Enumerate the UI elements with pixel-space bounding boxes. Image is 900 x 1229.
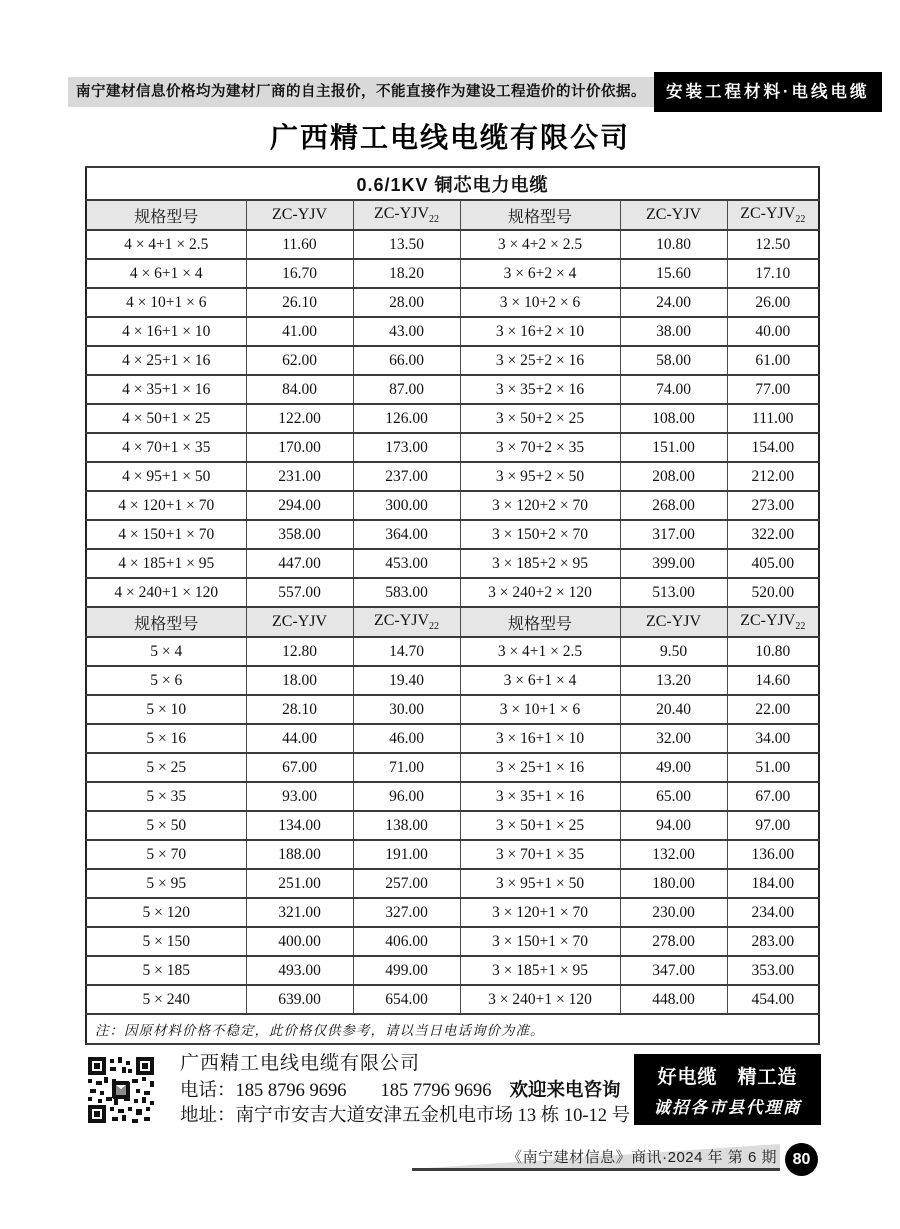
price-cell: 294.00: [246, 491, 353, 520]
spec-cell: 5 × 70: [86, 840, 246, 869]
table-title: 0.6/1KV 铜芯电力电缆: [86, 167, 819, 200]
table-row: [86, 288, 819, 317]
price-cell: 513.00: [620, 578, 727, 607]
price-cell: 154.00: [727, 433, 819, 462]
table-row: [86, 927, 819, 956]
price-cell: 237.00: [353, 462, 460, 491]
price-cell: 65.00: [620, 782, 727, 811]
price-cell: 49.00: [620, 753, 727, 782]
price-cell: 122.00: [246, 404, 353, 433]
column-header: ZC-YJV: [620, 607, 727, 637]
table-header-row: [86, 200, 819, 230]
price-cell: 18.20: [353, 259, 460, 288]
column-header: ZC-YJV: [620, 200, 727, 230]
price-cell: 46.00: [353, 724, 460, 753]
page-number-badge: 80: [785, 1143, 818, 1176]
spec-cell: 5 × 240: [86, 985, 246, 1014]
table-row: [86, 898, 819, 927]
price-cell: 94.00: [620, 811, 727, 840]
spec-cell: 3 × 35+1 × 16: [460, 782, 620, 811]
price-cell: 453.00: [353, 549, 460, 578]
price-disclaimer-banner: 南宁建材信息价格均为建材厂商的自主报价，不能直接作为建设工程造价的计价依据。: [68, 77, 654, 107]
price-cell: 300.00: [353, 491, 460, 520]
price-cell: 283.00: [727, 927, 819, 956]
price-cell: 22.00: [727, 695, 819, 724]
spec-cell: 4 × 10+1 × 6: [86, 288, 246, 317]
spec-cell: 3 × 25+1 × 16: [460, 753, 620, 782]
column-header: 规格型号: [86, 607, 246, 637]
phone-cta: 欢迎来电咨询: [509, 1078, 621, 1100]
price-cell: 208.00: [620, 462, 727, 491]
table-row: [86, 753, 819, 782]
journal-issue-label: 《南宁建材信息》商讯·2024 年 第 6 期: [507, 1149, 777, 1166]
table-row: [86, 811, 819, 840]
price-cell: 448.00: [620, 985, 727, 1014]
price-cell: 234.00: [727, 898, 819, 927]
price-table: [85, 166, 820, 1045]
contact-phone-line: [180, 1077, 640, 1105]
price-cell: 557.00: [246, 578, 353, 607]
price-cell: 26.00: [727, 288, 819, 317]
spec-cell: 5 × 16: [86, 724, 246, 753]
price-cell: 34.00: [727, 724, 819, 753]
price-cell: 132.00: [620, 840, 727, 869]
price-cell: 184.00: [727, 869, 819, 898]
spec-cell: 5 × 6: [86, 666, 246, 695]
footer-rule: [412, 1168, 780, 1171]
price-cell: 13.50: [353, 230, 460, 259]
spec-cell: 3 × 50+2 × 25: [460, 404, 620, 433]
price-cell: 454.00: [727, 985, 819, 1014]
spec-cell: 5 × 35: [86, 782, 246, 811]
contact-block: [180, 1051, 640, 1130]
column-header: $ZC-YJV_{22}$: [727, 200, 819, 230]
spec-cell: 4 × 16+1 × 10: [86, 317, 246, 346]
table-row: [86, 637, 819, 666]
spec-cell: 4 × 240+1 × 120: [86, 578, 246, 607]
spec-cell: 4 × 120+1 × 70: [86, 491, 246, 520]
price-cell: 257.00: [353, 869, 460, 898]
price-cell: 97.00: [727, 811, 819, 840]
section-category-badge: 安装工程材料·电线电缆: [654, 72, 882, 112]
table-row: [86, 578, 819, 607]
price-cell: 87.00: [353, 375, 460, 404]
price-cell: 96.00: [353, 782, 460, 811]
price-cell: 583.00: [353, 578, 460, 607]
price-cell: 20.40: [620, 695, 727, 724]
price-cell: 405.00: [727, 549, 819, 578]
spec-cell: 3 × 240+1 × 120: [460, 985, 620, 1014]
table-row: [86, 985, 819, 1014]
price-cell: 93.00: [246, 782, 353, 811]
price-cell: 364.00: [353, 520, 460, 549]
price-cell: 173.00: [353, 433, 460, 462]
price-cell: 347.00: [620, 956, 727, 985]
price-cell: 18.00: [246, 666, 353, 695]
price-cell: 62.00: [246, 346, 353, 375]
price-cell: 180.00: [620, 869, 727, 898]
column-header: 规格型号: [460, 200, 620, 230]
contact-address: 地址：南宁市安吉大道安津五金机电市场 13 栋 10-12 号: [180, 1106, 631, 1126]
price-cell: 43.00: [353, 317, 460, 346]
price-cell: 639.00: [246, 985, 353, 1014]
column-header: $ZC-YJV_{22}$: [353, 200, 460, 230]
spec-cell: 3 × 4+2 × 2.5: [460, 230, 620, 259]
price-cell: 278.00: [620, 927, 727, 956]
advert-recruiting-line: 诚招各市县代理商: [653, 1097, 802, 1117]
price-cell: 138.00: [353, 811, 460, 840]
table-row: [86, 375, 819, 404]
top-bar: [68, 72, 870, 112]
spec-cell: 3 × 6+1 × 4: [460, 666, 620, 695]
price-cell: 12.80: [246, 637, 353, 666]
spec-cell: 3 × 25+2 × 16: [460, 346, 620, 375]
column-header: $ZC-YJV_{22}$: [353, 607, 460, 637]
table-row: [86, 782, 819, 811]
price-cell: 28.10: [246, 695, 353, 724]
price-cell: 16.70: [246, 259, 353, 288]
spec-cell: 4 × 4+1 × 2.5: [86, 230, 246, 259]
price-cell: 358.00: [246, 520, 353, 549]
spec-cell: 4 × 6+1 × 4: [86, 259, 246, 288]
price-cell: 44.00: [246, 724, 353, 753]
spec-cell: 5 × 120: [86, 898, 246, 927]
spec-cell: 3 × 10+2 × 6: [460, 288, 620, 317]
spec-cell: 3 × 4+1 × 2.5: [460, 637, 620, 666]
table-row: [86, 317, 819, 346]
table-row: [86, 230, 819, 259]
price-cell: 77.00: [727, 375, 819, 404]
price-cell: 251.00: [246, 869, 353, 898]
spec-cell: 3 × 50+1 × 25: [460, 811, 620, 840]
table-row: [86, 404, 819, 433]
table-row: [86, 695, 819, 724]
spec-cell: 3 × 95+2 × 50: [460, 462, 620, 491]
price-cell: 321.00: [246, 898, 353, 927]
spec-cell: 3 × 6+2 × 4: [460, 259, 620, 288]
price-cell: 71.00: [353, 753, 460, 782]
table-row: [86, 724, 819, 753]
spec-cell: 3 × 150+1 × 70: [460, 927, 620, 956]
table-note-row: [86, 1014, 819, 1044]
price-cell: 30.00: [353, 695, 460, 724]
spec-cell: 4 × 25+1 × 16: [86, 346, 246, 375]
table-row: [86, 666, 819, 695]
column-header: ZC-YJV: [246, 200, 353, 230]
price-cell: 654.00: [353, 985, 460, 1014]
price-cell: 9.50: [620, 637, 727, 666]
price-cell: 400.00: [246, 927, 353, 956]
column-header: 规格型号: [460, 607, 620, 637]
price-cell: 520.00: [727, 578, 819, 607]
price-cell: 14.60: [727, 666, 819, 695]
spec-cell: 5 × 50: [86, 811, 246, 840]
table-row: [86, 956, 819, 985]
price-cell: 327.00: [353, 898, 460, 927]
price-cell: 273.00: [727, 491, 819, 520]
spec-cell: 5 × 25: [86, 753, 246, 782]
price-cell: 10.80: [727, 637, 819, 666]
column-header: $ZC-YJV_{22}$: [727, 607, 819, 637]
price-cell: 58.00: [620, 346, 727, 375]
price-cell: 322.00: [727, 520, 819, 549]
table-note: 注：因原材料价格不稳定，此价格仅供参考，请以当日电话询价为准。: [86, 1014, 819, 1044]
spec-cell: 4 × 95+1 × 50: [86, 462, 246, 491]
table-title-row: [86, 167, 819, 200]
qr-code-icon: [88, 1056, 154, 1124]
table-row: [86, 433, 819, 462]
spec-cell: 3 × 240+2 × 120: [460, 578, 620, 607]
table-row: [86, 520, 819, 549]
price-cell: 26.10: [246, 288, 353, 317]
contact-company-name: 广西精工电线电缆有限公司: [180, 1053, 421, 1074]
phone-label: 电话：: [180, 1080, 236, 1101]
price-cell: 41.00: [246, 317, 353, 346]
phone-number-2: 185 7796 9696: [380, 1080, 492, 1101]
phone-number-1: 185 8796 9696: [235, 1080, 347, 1101]
spec-cell: 4 × 50+1 × 25: [86, 404, 246, 433]
price-cell: 15.60: [620, 259, 727, 288]
table-row: [86, 840, 819, 869]
price-cell: 111.00: [727, 404, 819, 433]
price-cell: 19.40: [353, 666, 460, 695]
table-header-row: [86, 607, 819, 637]
spec-cell: 5 × 4: [86, 637, 246, 666]
price-cell: 74.00: [620, 375, 727, 404]
price-cell: 11.60: [246, 230, 353, 259]
price-cell: 108.00: [620, 404, 727, 433]
price-cell: 32.00: [620, 724, 727, 753]
price-cell: 317.00: [620, 520, 727, 549]
column-header: ZC-YJV: [246, 607, 353, 637]
price-cell: 493.00: [246, 956, 353, 985]
spec-cell: 3 × 185+1 × 95: [460, 956, 620, 985]
spec-cell: 3 × 150+2 × 70: [460, 520, 620, 549]
price-cell: 212.00: [727, 462, 819, 491]
price-cell: 12.50: [727, 230, 819, 259]
spec-cell: 3 × 120+2 × 70: [460, 491, 620, 520]
spec-cell: 3 × 16+2 × 10: [460, 317, 620, 346]
price-cell: 66.00: [353, 346, 460, 375]
price-cell: 151.00: [620, 433, 727, 462]
price-cell: 24.00: [620, 288, 727, 317]
spec-cell: 3 × 70+2 × 35: [460, 433, 620, 462]
price-cell: 10.80: [620, 230, 727, 259]
advert-slogan: 好电缆 精工造: [657, 1066, 798, 1088]
price-cell: 231.00: [246, 462, 353, 491]
spec-cell: 3 × 95+1 × 50: [460, 869, 620, 898]
price-cell: 38.00: [620, 317, 727, 346]
spec-cell: 3 × 185+2 × 95: [460, 549, 620, 578]
price-cell: 399.00: [620, 549, 727, 578]
spec-cell: 5 × 10: [86, 695, 246, 724]
price-cell: 61.00: [727, 346, 819, 375]
price-cell: 191.00: [353, 840, 460, 869]
spec-cell: 3 × 16+1 × 10: [460, 724, 620, 753]
spec-cell: 5 × 185: [86, 956, 246, 985]
advert-box: [634, 1054, 821, 1125]
spec-cell: 3 × 10+1 × 6: [460, 695, 620, 724]
price-cell: 28.00: [353, 288, 460, 317]
spec-cell: 5 × 95: [86, 869, 246, 898]
table-row: [86, 462, 819, 491]
table-row: [86, 491, 819, 520]
price-cell: 170.00: [246, 433, 353, 462]
spec-cell: 4 × 35+1 × 16: [86, 375, 246, 404]
price-cell: 51.00: [727, 753, 819, 782]
price-cell: 67.00: [246, 753, 353, 782]
price-cell: 230.00: [620, 898, 727, 927]
spec-cell: 4 × 70+1 × 35: [86, 433, 246, 462]
table-row: [86, 869, 819, 898]
spec-cell: 3 × 120+1 × 70: [460, 898, 620, 927]
spec-cell: 3 × 70+1 × 35: [460, 840, 620, 869]
price-cell: 17.10: [727, 259, 819, 288]
table-row: [86, 346, 819, 375]
page-title: 广西精工电线电缆有限公司: [269, 123, 630, 154]
price-cell: 188.00: [246, 840, 353, 869]
price-cell: 40.00: [727, 317, 819, 346]
price-cell: 84.00: [246, 375, 353, 404]
price-cell: 14.70: [353, 637, 460, 666]
price-cell: 353.00: [727, 956, 819, 985]
column-header: 规格型号: [86, 200, 246, 230]
table-row: [86, 259, 819, 288]
spec-cell: 5 × 150: [86, 927, 246, 956]
price-cell: 126.00: [353, 404, 460, 433]
price-cell: 134.00: [246, 811, 353, 840]
price-cell: 447.00: [246, 549, 353, 578]
table-row: [86, 549, 819, 578]
spec-cell: 3 × 35+2 × 16: [460, 375, 620, 404]
price-cell: 499.00: [353, 956, 460, 985]
spec-cell: 4 × 185+1 × 95: [86, 549, 246, 578]
price-cell: 13.20: [620, 666, 727, 695]
price-cell: 136.00: [727, 840, 819, 869]
spec-cell: 4 × 150+1 × 70: [86, 520, 246, 549]
price-cell: 406.00: [353, 927, 460, 956]
price-cell: 268.00: [620, 491, 727, 520]
price-cell: 67.00: [727, 782, 819, 811]
